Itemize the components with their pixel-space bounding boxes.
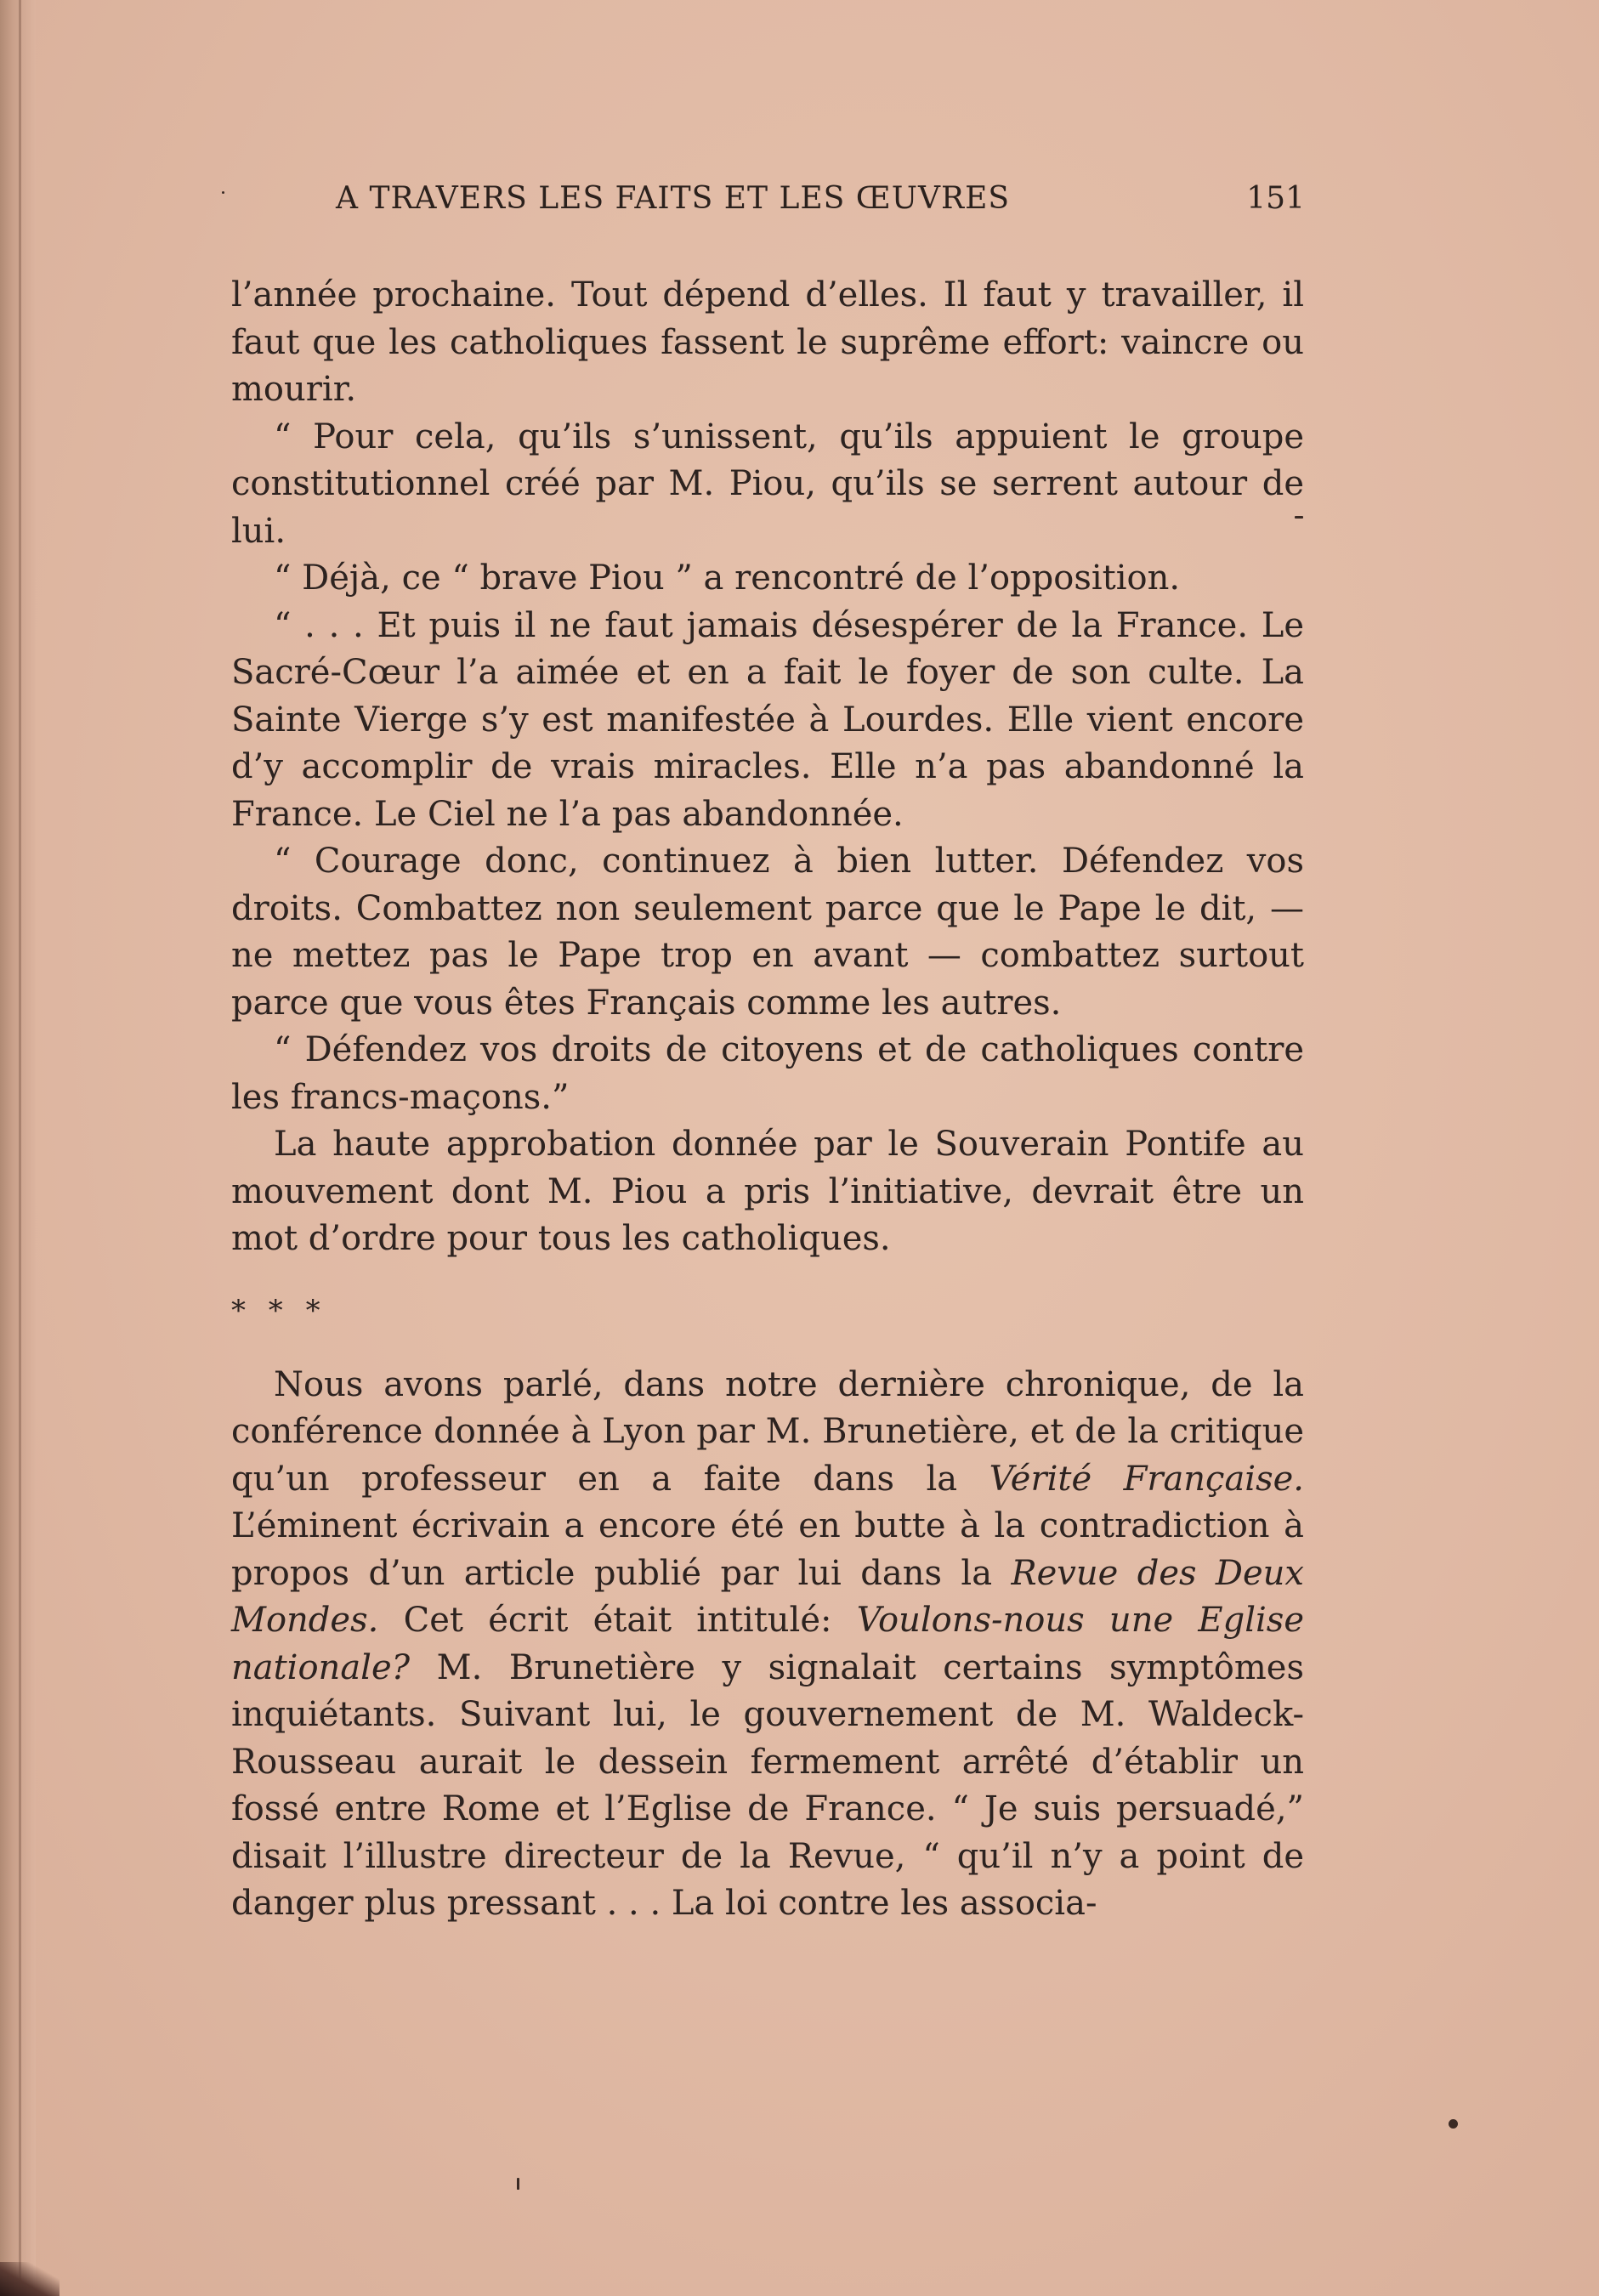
section-separator: * * * bbox=[231, 1293, 327, 1328]
italic-title: Revue des Deux Mondes. bbox=[231, 1553, 1304, 1640]
paragraph: “ Pour cela, qu’ils s’unissent, qu’ils appuient le groupe constitutionnel créé par M. Piou, qu’ils se serrent autour de lui. bbox=[231, 417, 1304, 551]
ink-speck bbox=[222, 191, 224, 194]
paragraph-text: M. Brunetière y signalait certains symptômes inquiétants. Suivant lui, le gouvernement de M. Waldeck-Rousseau aurait le dessein fermement arrêté d’établir un fossé entre Rome et l’Eglise de France. “ Je suis persuadé,” disait l’illustre directeur de la Revue, “ qu’il n’y a point de danger plus pressant . . . La loi contre les associa- bbox=[231, 1647, 1304, 1923]
italic-title: Voulons-nous une Eglise nationale? bbox=[231, 1601, 1304, 1687]
binding-gutter bbox=[0, 0, 36, 2296]
paragraph: l’année prochaine. Tout dépend d’elles. Il faut y travailler, il faut que les catholiques fassent le suprême effort: vaincre ou mourir. bbox=[231, 275, 1304, 409]
page-body bbox=[231, 272, 1304, 1928]
running-header bbox=[336, 181, 1305, 232]
ink-speck bbox=[1449, 2119, 1458, 2129]
paragraph: “ Courage donc, continuez à bien lutter. Défendez vos droits. Combattez non seulement parce que le Pape le dit, — ne mettez pas le Pape trop en avant — combattez surtout parce que vous êtes Français comme les autres. bbox=[231, 842, 1304, 1023]
paragraph-text: L’éminent écrivain a encore été en butte à la contradiction à propos d’un article publié par lui dans la bbox=[231, 1506, 1304, 1593]
italic-title: Vérité Française. bbox=[989, 1459, 1305, 1499]
paragraph: “ Déjà, ce “ brave Piou ” a rencontré de l’opposition. bbox=[274, 558, 1181, 598]
paragraph: “ . . . Et puis il ne faut jamais désespérer de la France. Le Sacré-Cœur l’a aimée et en a fait le foyer de son culte. La Sainte Vierge s’y est manifestée à Lourdes. Elle vient encore d’y accomplir de vrais miracles. Elle n’a pas abandonné la France. Le Ciel ne l’a pas abandonnée. bbox=[231, 605, 1304, 834]
page-corner-shadow bbox=[0, 2262, 60, 2296]
binding-edge-line bbox=[19, 0, 21, 2296]
paragraph: La haute approbation donnée par le Souverain Pontife au mouvement dont M. Piou a pris l’initiative, devrait être un mot d’ordre pour tous les catholiques. bbox=[231, 1125, 1304, 1258]
paragraph-text: Nous avons parlé, dans notre dernière chronique, de la conférence donnée à Lyon par M. Brunetière, et de la critique qu’un professeur en a faite dans la bbox=[231, 1364, 1304, 1499]
paragraph-text: Cet écrit était intitulé: bbox=[378, 1601, 857, 1640]
page-number: 151 bbox=[1246, 181, 1305, 216]
paragraph bbox=[231, 1362, 1304, 1928]
ink-speck bbox=[517, 2178, 519, 2190]
running-title: A TRAVERS LES FAITS ET LES ŒUVRES bbox=[336, 181, 1011, 216]
paragraph: “ Défendez vos droits de citoyens et de catholiques contre les francs-maçons.” bbox=[231, 1030, 1304, 1117]
